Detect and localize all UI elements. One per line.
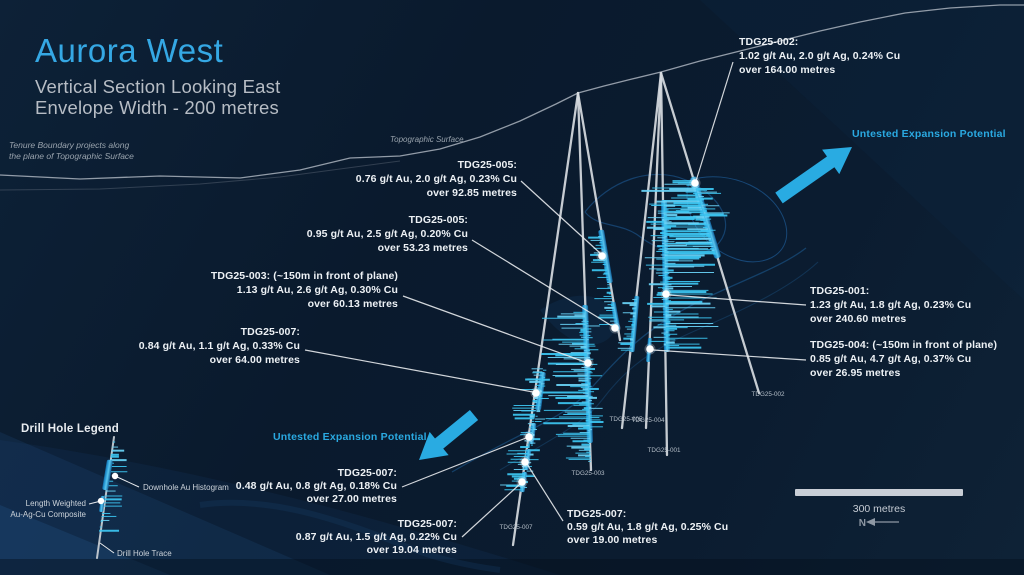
annotation-tdg25-001 (810, 285, 971, 325)
intercept-dot (598, 252, 606, 260)
annotation-text-line: over 53.23 metres (377, 242, 468, 254)
annotation-text-line: TDG25-007: (240, 326, 300, 338)
leader-line (653, 350, 806, 360)
tenure-note (9, 140, 134, 162)
collar-label: TDG25-001 (647, 447, 681, 454)
bg-bottom-strip (0, 559, 1024, 575)
legend-dot (98, 498, 104, 504)
expansion-arrow (770, 135, 860, 211)
page-title: Aurora West (35, 32, 224, 69)
annotation-text-line: 0.95 g/t Au, 2.5 g/t Ag, 0.20% Cu (306, 228, 468, 240)
subtitle-section: Vertical Section Looking East (35, 76, 281, 97)
leader-line (305, 350, 533, 392)
annotation-tdg25-003 (211, 270, 398, 310)
collar-label: TDG25-003 (571, 470, 605, 477)
geology-contours (200, 174, 818, 570)
drill-trace (622, 73, 661, 428)
leader-line (521, 181, 600, 253)
tenure-note-line2: the plane of Topographic Surface (9, 151, 134, 161)
annotation-tdg25-007-d (567, 508, 728, 546)
annotation-text-line: TDG25-007: (337, 467, 397, 479)
legend-label-histogram: Downhole Au Histogram (143, 483, 229, 492)
drill-trace (646, 73, 661, 428)
annotation-text-line: 0.85 g/t Au, 4.7 g/t Ag, 0.37% Cu (810, 353, 972, 365)
annotation-text-line: TDG25-005: (457, 159, 517, 171)
leader-line (527, 464, 563, 521)
annotation-text-line: TDG25-007: (397, 518, 457, 530)
intercept-dot (584, 359, 592, 367)
annotation-text-line: over 26.95 metres (810, 367, 901, 379)
intercept-dot (662, 290, 670, 298)
annotation-text-line: over 164.00 metres (739, 64, 836, 76)
annotation-text-line: 0.59 g/t Au, 1.8 g/t Ag, 0.25% Cu (567, 521, 729, 533)
tenure-boundary-line (0, 161, 400, 190)
legend-label-composite: Au-Ag-Cu Composite (10, 510, 86, 519)
title-block (35, 32, 280, 118)
annotation-text-line: TDG25-001: (810, 285, 870, 297)
intercept-dot (521, 458, 529, 466)
au-histograms (500, 181, 730, 490)
scale-bar-rect (795, 489, 963, 496)
annotation-text-line: 0.87 g/t Au, 1.5 g/t Ag, 0.22% Cu (295, 531, 457, 543)
annotation-text-line: 0.48 g/t Au, 0.8 g/t Ag, 0.18% Cu (235, 480, 397, 492)
tenure-note-line1: Tenure Boundary projects along (9, 140, 130, 150)
collar-label: TDG25-002 (751, 391, 785, 398)
annotation-text-line: 1.23 g/t Au, 1.8 g/t Ag, 0.23% Cu (810, 299, 972, 311)
annotation-text-line: 1.02 g/t Au, 2.0 g/t Ag, 0.24% Cu (739, 50, 901, 62)
annotation-text-line: over 240.60 metres (810, 313, 907, 325)
legend-label-composite: Length Weighted (25, 499, 86, 508)
annotation-text-line: over 92.85 metres (426, 187, 517, 199)
intercept-dot (532, 389, 540, 397)
annotation-text-line: over 64.00 metres (209, 354, 300, 366)
intercept-dot (525, 433, 533, 441)
legend-label-trace: Drill Hole Trace (117, 549, 172, 558)
topographic-surface-label: Topographic Surface (390, 135, 464, 144)
leader-line (696, 62, 733, 181)
annotation-text-line: over 19.00 metres (567, 534, 658, 546)
annotation-tdg25-005-upper (356, 159, 517, 199)
subtitle-envelope: Envelope Width - 200 metres (35, 97, 279, 118)
annotation-text-line: 0.76 g/t Au, 2.0 g/t Ag, 0.23% Cu (355, 173, 517, 185)
annotation-text-line: TDG25-007: (567, 508, 627, 520)
annotation-text-line: TDG25-004: (~150m in front of plane) (810, 339, 998, 351)
expansion-potential-label: Untested Expansion Potential (273, 431, 427, 443)
annotation-tdg25-004 (810, 339, 997, 379)
scale-bar-label: 300 metres (852, 503, 906, 515)
leader-line (402, 438, 526, 487)
annotation-text-line: over 60.13 metres (307, 298, 398, 310)
collar-label: TDG25-007 (499, 524, 533, 531)
annotation-text-line: over 19.04 metres (366, 544, 457, 556)
annotation-text-line: 0.84 g/t Au, 1.1 g/t Ag, 0.33% Cu (138, 340, 300, 352)
annotation-tdg25-005-lower (307, 214, 468, 254)
north-label: N (858, 518, 866, 529)
collar-labels (500, 391, 785, 531)
legend-dot (112, 473, 118, 479)
geology-blob (540, 296, 616, 345)
leader-line (472, 240, 612, 326)
annotation-text-line: TDG25-005: (408, 214, 468, 226)
annotation-tdg25-007-a (139, 326, 300, 366)
annotation-text-line: over 27.00 metres (306, 493, 397, 505)
north-arrow-icon (866, 518, 875, 526)
legend-title: Drill Hole Legend (21, 423, 119, 435)
scale-bar (795, 489, 963, 529)
annotation-text-line: TDG25-002: (739, 36, 799, 48)
collar-label: TDG25-005 (609, 416, 643, 423)
annotation-text-line: 1.13 g/t Au, 2.6 g/t Ag, 0.30% Cu (236, 284, 398, 296)
collar-label: TDG25-004 (631, 417, 665, 424)
annotation-text-line: TDG25-003: (~150m in front of plane) (210, 270, 398, 282)
intercept-dot (611, 324, 619, 332)
expansion-potential-label: Untested Expansion Potential (852, 128, 1006, 140)
intercept-dot (518, 478, 526, 486)
intercept-dot (646, 345, 654, 353)
intercept-dot (691, 179, 699, 187)
